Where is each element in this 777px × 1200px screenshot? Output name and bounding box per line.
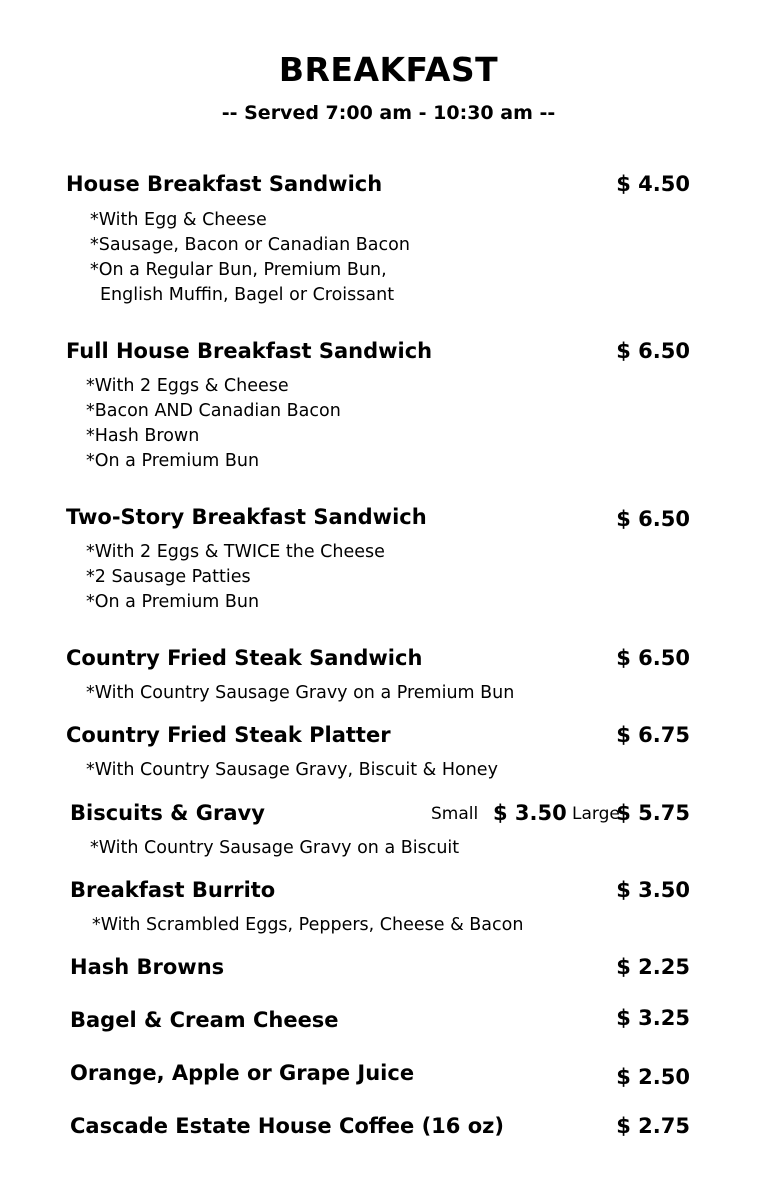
item-name-house-coffee: Cascade Estate House Coffee (16 oz) xyxy=(70,1114,504,1138)
item-detail: *With Country Sausage Gravy, Biscuit & Honey xyxy=(86,760,498,780)
item-price-two-story-breakfast-sandwich: $ 6.50 xyxy=(616,507,690,531)
menu-subtitle: -- Served 7:00 am - 10:30 am -- xyxy=(221,102,556,124)
item-name-country-fried-steak-sandwich: Country Fried Steak Sandwich xyxy=(66,646,423,670)
item-price-full-house-breakfast-sandwich: $ 6.50 xyxy=(616,339,690,363)
item-detail: *2 Sausage Patties xyxy=(86,567,251,587)
item-name-biscuits-and-gravy: Biscuits & Gravy xyxy=(70,801,265,825)
item-detail: *With Country Sausage Gravy on a Premium Bun xyxy=(86,683,515,703)
item-detail: *On a Regular Bun, Premium Bun, xyxy=(90,260,387,280)
item-detail: *Hash Brown xyxy=(86,426,200,446)
item-name-hash-browns: Hash Browns xyxy=(70,955,225,979)
item-name-juice: Orange, Apple or Grape Juice xyxy=(70,1061,415,1085)
item-price-breakfast-burrito: $ 3.50 xyxy=(616,878,690,902)
item-name-breakfast-burrito: Breakfast Burrito xyxy=(70,878,276,902)
item-price-country-fried-steak-sandwich: $ 6.50 xyxy=(616,646,690,670)
item-price-juice: $ 2.50 xyxy=(616,1065,690,1089)
item-price-hash-browns: $ 2.25 xyxy=(616,955,690,979)
large-size-label: Large xyxy=(572,804,620,824)
item-detail: *With Country Sausage Gravy on a Biscuit xyxy=(90,838,460,858)
item-price-house-breakfast-sandwich: $ 4.50 xyxy=(616,172,690,196)
item-name-two-story-breakfast-sandwich: Two-Story Breakfast Sandwich xyxy=(66,505,427,529)
small-size-label: Small xyxy=(431,804,479,824)
item-detail: *With 2 Eggs & TWICE the Cheese xyxy=(86,542,385,562)
item-name-full-house-breakfast-sandwich: Full House Breakfast Sandwich xyxy=(66,339,433,363)
item-detail: *Sausage, Bacon or Canadian Bacon xyxy=(90,235,410,255)
item-price-country-fried-steak-platter: $ 6.75 xyxy=(616,723,690,747)
item-detail: *On a Premium Bun xyxy=(86,592,260,612)
item-detail: *With 2 Eggs & Cheese xyxy=(86,376,289,396)
item-detail: *With Egg & Cheese xyxy=(90,210,267,230)
small-size-price: $ 3.50 xyxy=(493,801,567,825)
item-price-house-coffee: $ 2.75 xyxy=(616,1114,690,1138)
menu-title: BREAKFAST xyxy=(278,50,499,89)
item-price-bagel-and-cream-cheese: $ 3.25 xyxy=(616,1006,690,1030)
item-name-house-breakfast-sandwich: House Breakfast Sandwich xyxy=(66,172,383,196)
item-detail: *With Scrambled Eggs, Peppers, Cheese & Bacon xyxy=(92,915,524,935)
item-detail: *On a Premium Bun xyxy=(86,451,260,471)
item-name-country-fried-steak-platter: Country Fried Steak Platter xyxy=(66,723,391,747)
item-name-bagel-and-cream-cheese: Bagel & Cream Cheese xyxy=(70,1008,339,1032)
large-size-price: $ 5.75 xyxy=(616,801,690,825)
item-detail: *Bacon AND Canadian Bacon xyxy=(86,401,341,421)
item-detail: English Muffin, Bagel or Croissant xyxy=(100,285,395,305)
